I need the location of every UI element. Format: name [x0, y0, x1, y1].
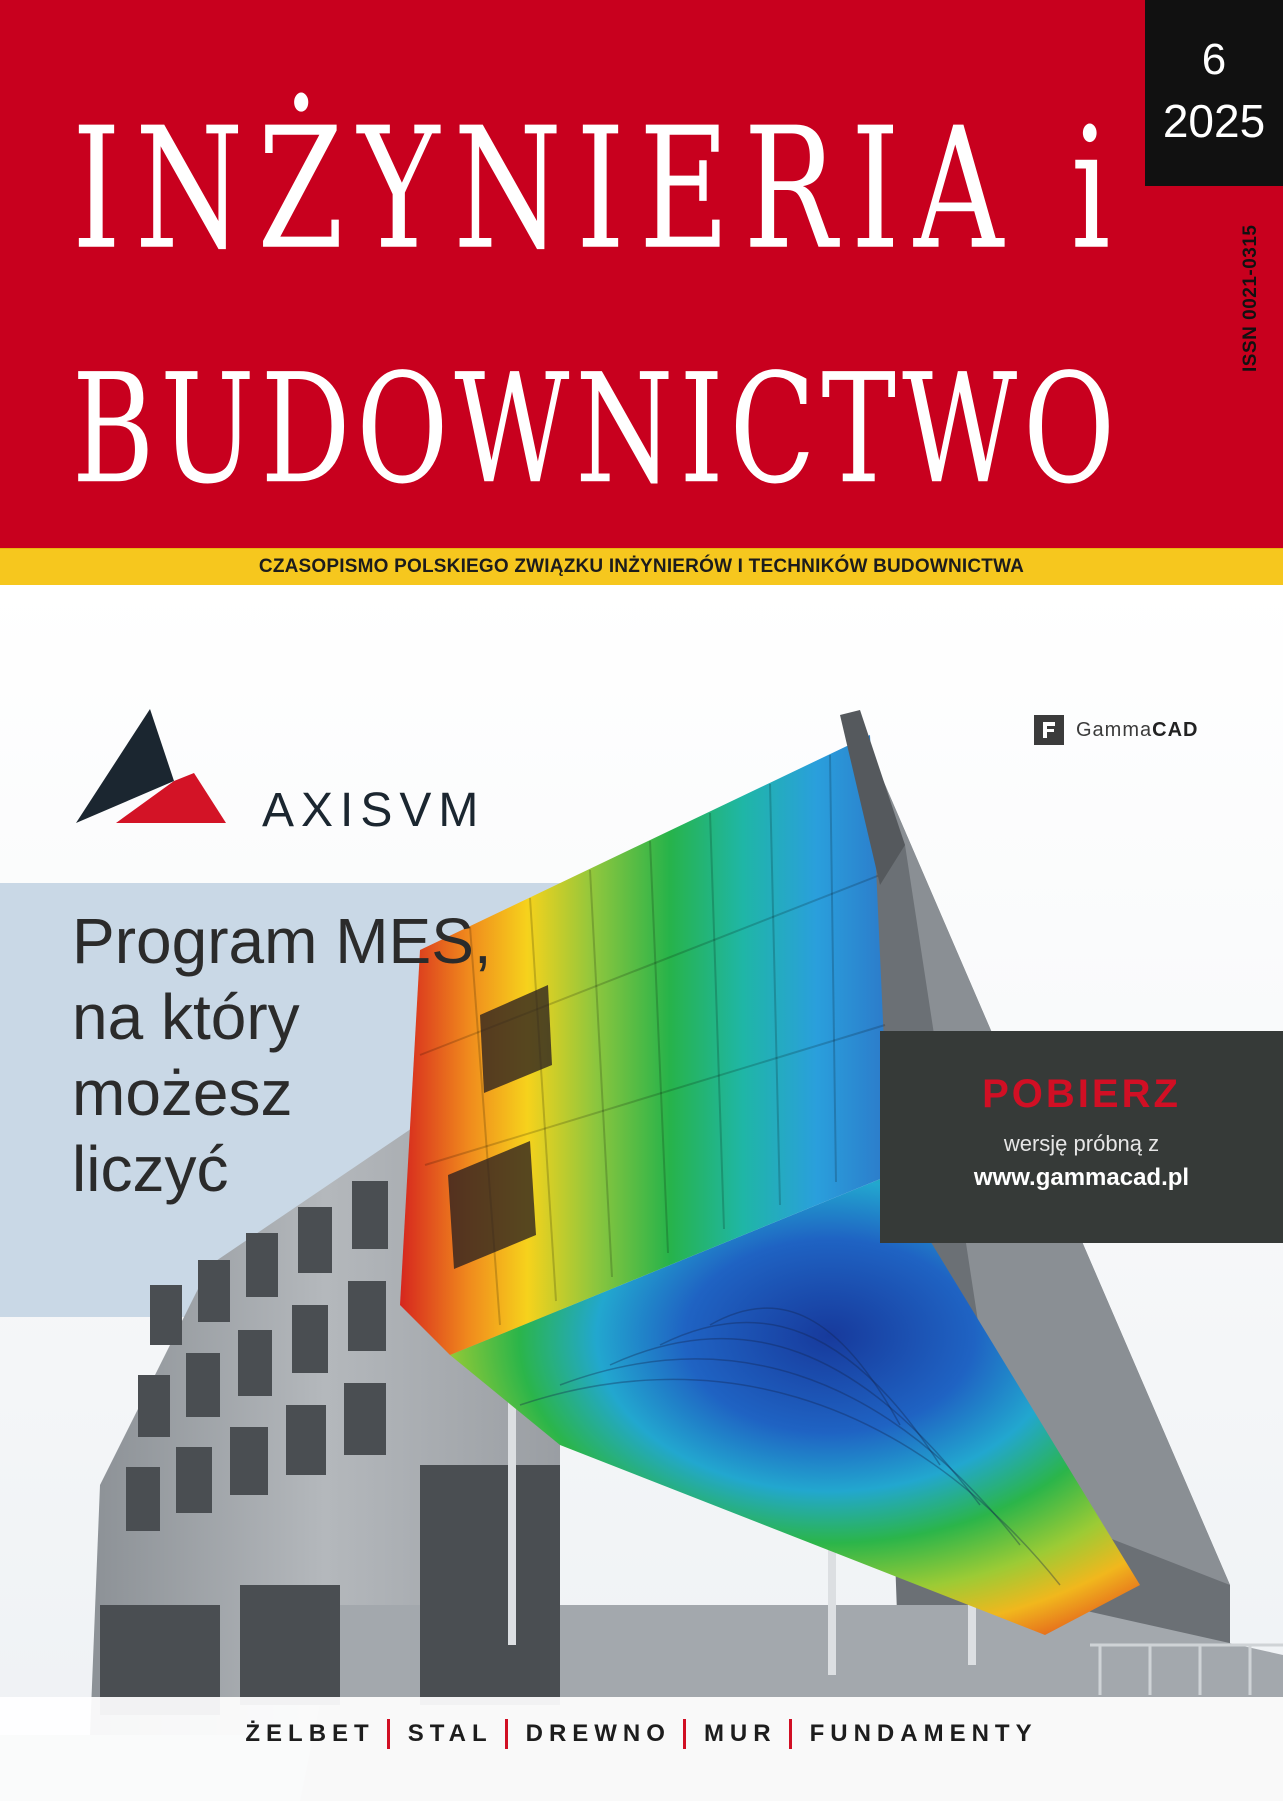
- topics-row: [245, 1719, 1037, 1749]
- ad-headline: [72, 903, 492, 1207]
- title-line-1: INŻYNIERIA i: [72, 92, 1125, 288]
- topic-mur: MUR: [703, 1720, 777, 1747]
- topic-zelbet: ŻELBET: [245, 1720, 375, 1747]
- axisvm-wordmark: AXISVM: [262, 784, 486, 837]
- issn-label: ISSN 0021-0315: [1240, 224, 1261, 372]
- axisvm-logo-icon: [76, 709, 226, 823]
- gammacad-wordmark: GammaCAD: [1076, 718, 1199, 741]
- download-cta[interactable]: [880, 1031, 1283, 1243]
- gammacad-icon: [1034, 715, 1064, 745]
- headline-line-3: możesz: [72, 1057, 293, 1129]
- masthead: [0, 0, 1283, 548]
- headline-line-2: na który: [72, 981, 300, 1053]
- cta-title: POBIERZ: [982, 1072, 1181, 1116]
- issue-year: 2025: [1162, 95, 1266, 147]
- topic-drewno: DREWNO: [525, 1720, 671, 1747]
- headline-line-4: liczyć: [72, 1133, 229, 1205]
- cta-url-link[interactable]: www.gammacad.pl: [973, 1164, 1190, 1191]
- advert: [0, 585, 1283, 1801]
- topic-separator: [387, 1719, 390, 1749]
- topics-bar: [0, 1697, 1283, 1801]
- headline-line-1: Program MES,: [72, 905, 492, 977]
- title-line-2: BUDOWNICTWO: [72, 342, 1122, 518]
- topic-stal: STAL: [407, 1720, 493, 1747]
- issue-box: [1145, 0, 1283, 186]
- gammacad-logo: [1034, 715, 1198, 745]
- subtitle-text: CZASOPISMO POLSKIEGO ZWIĄZKU INŻYNIERÓW I TECHNIKÓW BUDOWNICTWA: [258, 556, 1025, 577]
- topic-fundamenty: FUNDAMENTY: [809, 1720, 1038, 1747]
- topic-separator: [683, 1719, 686, 1749]
- topic-separator: [789, 1719, 792, 1749]
- cta-description: wersję próbną z: [1003, 1131, 1160, 1156]
- subtitle-bar: [0, 548, 1283, 586]
- issue-number: 6: [1201, 35, 1227, 84]
- topic-separator: [505, 1719, 508, 1749]
